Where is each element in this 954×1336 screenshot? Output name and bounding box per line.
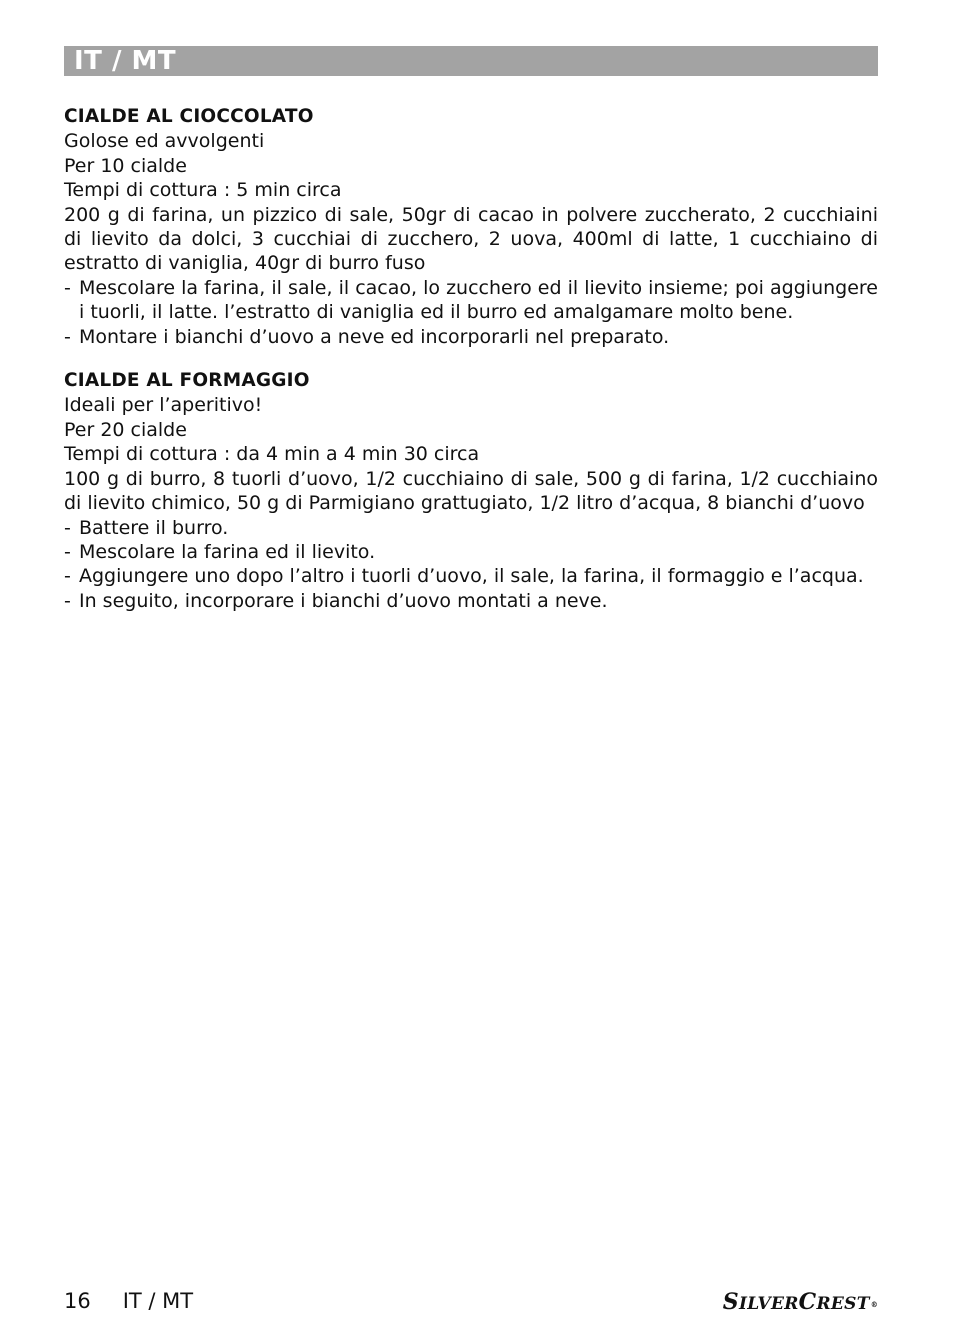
recipe-step: - Aggiungere uno dopo l’altro i tuorli d’uovo, il sale, la farina, il formaggio e l’acqua.: [64, 564, 878, 588]
recipe-chocolate-waffles: [64, 105, 878, 349]
recipe-step: - In seguito, incorporare i bianchi d’uovo montati a neve.: [64, 589, 878, 613]
recipe-steps: [64, 516, 878, 614]
recipe-cheese-waffles: [64, 369, 878, 613]
recipe-title: CIALDE AL FORMAGGIO: [64, 370, 310, 392]
recipe-step: - Montare i bianchi d’uovo a neve ed incorporarli nel preparato.: [64, 325, 878, 349]
page-footer: [64, 1288, 193, 1314]
language-header-label: IT / MT: [74, 46, 177, 76]
recipe-cooking-time: Tempi di cottura : da 4 min a 4 min 30 circa: [64, 443, 480, 466]
silvercrest-logo: SILVERCREST®: [722, 1289, 878, 1315]
page-number: 16: [64, 1289, 91, 1313]
recipe-ingredients: 100 g di burro, 8 tuorli d’uovo, 1/2 cucchiaino di sale, 500 g di farina, 1/2 cucchiaino di lievito chimico, 50 g di Parmigiano grattugiato, 1/2 litro d’acqua, 8 bianchi d’uovo: [64, 467, 878, 515]
language-header-bar: [64, 46, 878, 76]
registered-mark: ®: [870, 1300, 878, 1309]
page-content: [64, 105, 878, 633]
recipe-cooking-time: Tempi di cottura : 5 min circa: [64, 179, 342, 202]
recipe-title: CIALDE AL CIOCCOLATO: [64, 106, 314, 127]
recipe-servings: Per 20 cialde: [64, 418, 187, 441]
recipe-step: - Mescolare la farina, il sale, il cacao, lo zucchero ed il lievito insieme; poi aggiungere i tuorli, il latte. l’estratto di vaniglia ed il burro ed amalgamare molto bene.: [64, 276, 878, 325]
recipe-tagline: Golose ed avvolgenti: [64, 130, 265, 153]
recipe-tagline: Ideali per l’aperitivo!: [64, 394, 263, 417]
recipe-step: - Mescolare la farina ed il lievito.: [64, 540, 878, 564]
recipe-servings: Per 10 cialde: [64, 154, 187, 177]
recipe-steps: [64, 276, 878, 349]
recipe-step: - Battere il burro.: [64, 516, 878, 540]
recipe-ingredients: 200 g di farina, un pizzico di sale, 50gr di cacao in polvere zuccherato, 2 cucchiaini di lievito da dolci, 3 cucchiai di zucchero, 2 uova, 400ml di latte, 1 cucchiaino di estratto di vaniglia, 40gr di burro fuso: [64, 203, 878, 275]
footer-language-label: IT / MT: [122, 1289, 194, 1313]
